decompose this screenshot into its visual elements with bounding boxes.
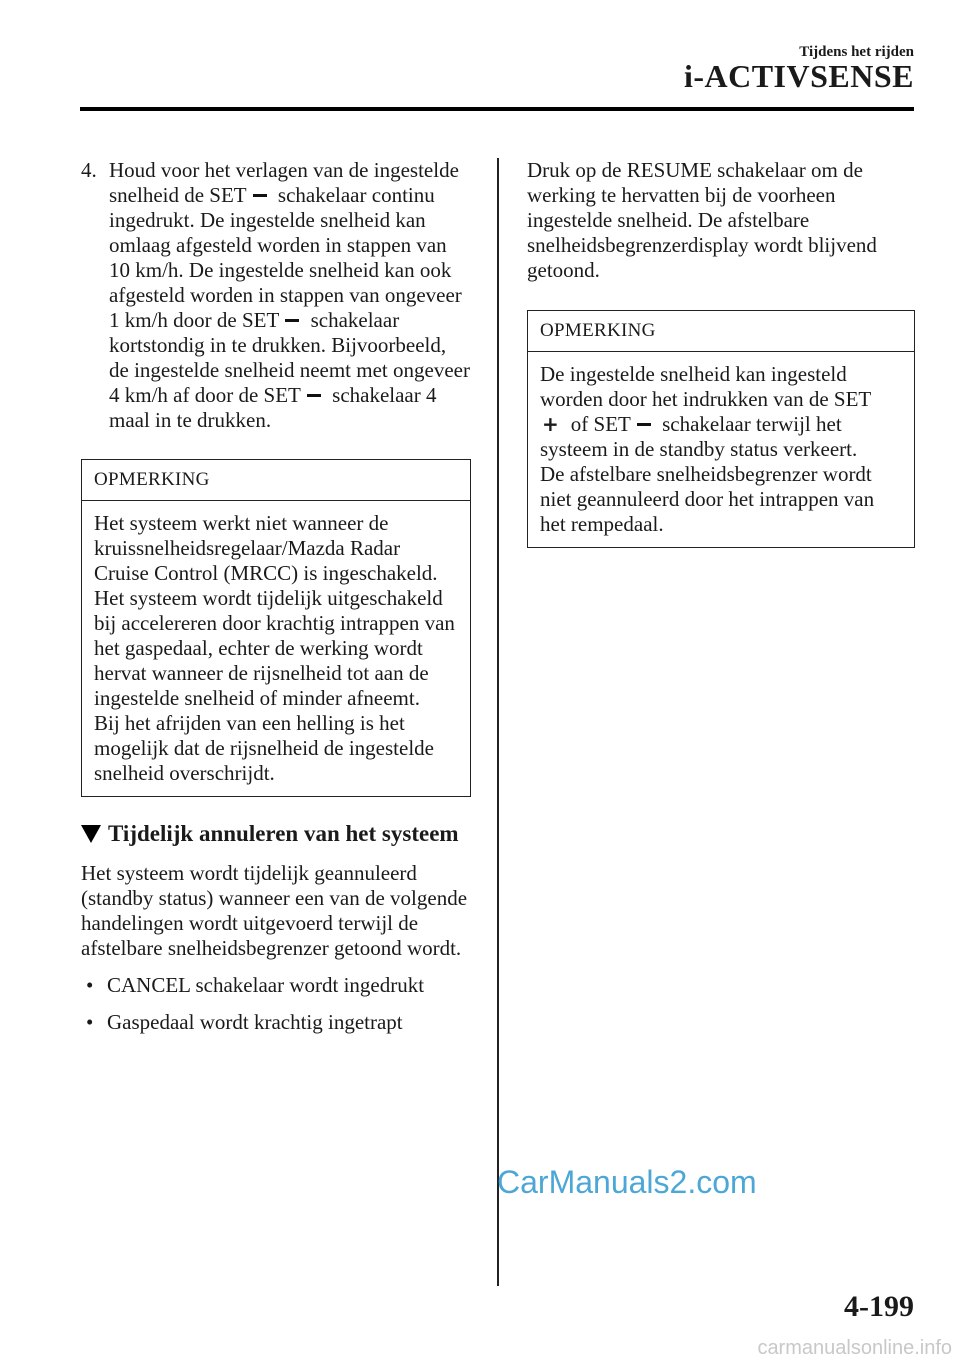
subheading-text: Tijdelijk annuleren van het systeem (108, 821, 459, 846)
note-text-part-1: De ingestelde snelheid kan ingesteld worden door het indrukken van de SET (540, 362, 872, 411)
note-paragraph: Het systeem werkt niet wanneer de kruissnelheidsregelaar/Mazda Radar Cruise Control (MRCC) is ingeschakeld. (94, 511, 438, 585)
note-body (82, 501, 470, 796)
right-column (527, 158, 915, 548)
note-box-left (81, 459, 471, 797)
running-header-chapter: i-ACTIVSENSE (683, 58, 914, 94)
subheading (81, 821, 471, 847)
running-header-section: Tijdens het rijden (799, 44, 914, 60)
note-paragraph (540, 362, 902, 462)
step-number: 4. (81, 158, 97, 182)
step-text-part-3: schakelaar kortstondig in te drukken. Bijvoorbeeld, de ingestelde snelheid neemt met ongeveer 4 km/h af door de SET (109, 308, 470, 407)
note-paragraph: Bij het afrijden van een helling is het mogelijk dat de rijsnelheid de ingestelde snelheid overschrijdt. (94, 711, 434, 785)
list-item (81, 973, 471, 998)
note-box-right (527, 310, 915, 548)
plus-icon: + (542, 412, 559, 436)
paragraph: Druk op de RESUME schakelaar om de werking te hervatten bij de voorheen ingestelde snelheid. De afstelbare snelheidsbegrenzerdisplay wordt blijvend getoond. (527, 158, 877, 282)
list-item-text: Gaspedaal wordt krachtig ingetrapt (107, 1010, 403, 1034)
step-text-part-1: Houd voor het verlagen van de ingestelde snelheid de SET (109, 158, 459, 207)
paragraph: Het systeem wordt tijdelijk geannuleerd (standby status) wanneer een van de volgende handelingen wordt uitgevoerd terwijl de afstelbare snelheidsbegrenzer getoond wordt. (81, 861, 468, 960)
step-text-part-4: schakelaar 4 maal in te drukken. (109, 383, 437, 432)
watermark: CarManuals2.com (497, 1164, 757, 1200)
note-text-part-2: of SET (570, 412, 631, 436)
header-divider (80, 107, 914, 111)
left-column (81, 158, 471, 1035)
list-item (81, 1010, 471, 1035)
minus-icon (253, 194, 267, 197)
minus-icon (307, 394, 321, 397)
bullet-icon: • (86, 973, 94, 997)
page-number: 4-199 (844, 1290, 914, 1323)
footer-url: carmanualsonline.info (757, 1337, 952, 1359)
note-paragraph: De afstelbare snelheidsbegrenzer wordt niet geannuleerd door het intrappen van het rempedaal. (540, 462, 875, 536)
note-text-part-3: schakelaar terwijl het systeem in de standby status verkeert. (540, 412, 858, 461)
note-body (528, 352, 914, 547)
column-divider (497, 158, 499, 1286)
note-title: OPMERKING (82, 460, 470, 501)
minus-icon (637, 423, 651, 426)
list-item-text: CANCEL schakelaar wordt ingedrukt (107, 973, 425, 997)
step-text-part-2: schakelaar continu ingedrukt. De ingestelde snelheid kan omlaag afgesteld worden in stappen van 10 km/h. De ingestelde snelheid kan ook afgesteld worden in stappen van ongeveer 1 km/h door de SET (109, 183, 462, 332)
step-4 (81, 158, 471, 433)
note-title: OPMERKING (528, 311, 914, 352)
triangle-down-icon (81, 825, 101, 843)
minus-icon (285, 319, 299, 322)
note-paragraph: Het systeem wordt tijdelijk uitgeschakeld bij accelereren door krachtig intrappen van het gaspedaal, echter de werking wordt hervat wanneer de rijsnelheid tot aan de ingestelde snelheid of minder afneemt. (94, 586, 455, 710)
bullet-icon: • (86, 1010, 94, 1034)
step-text (109, 158, 471, 433)
